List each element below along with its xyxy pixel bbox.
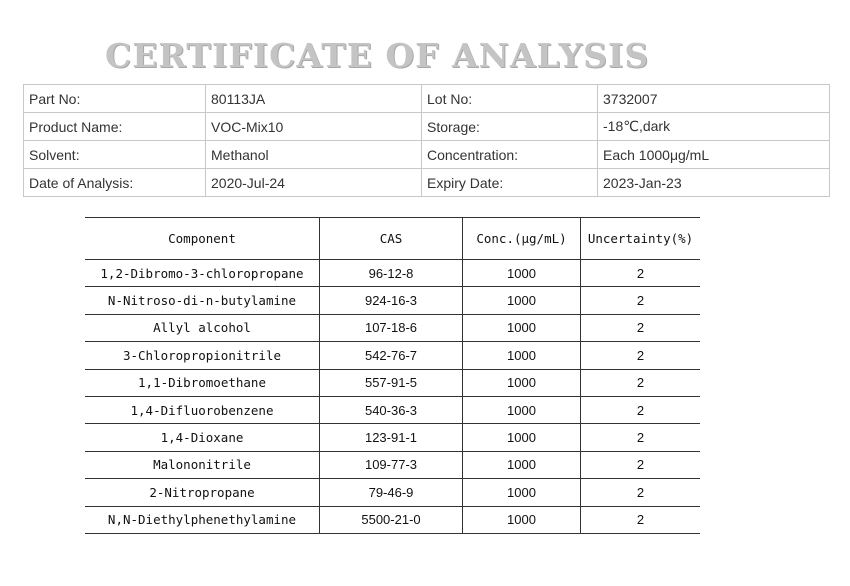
table-row [85,424,700,451]
cas-number: 542-76-7 [320,342,463,369]
info-label: Storage: [422,113,598,141]
cas-number: 109-77-3 [320,451,463,478]
component-name: Allyl alcohol [85,314,320,341]
column-header-uncertainty: Uncertainty(%) [581,218,701,260]
concentration-value: 1000 [463,260,581,287]
component-name: 1,4-Dioxane [85,424,320,451]
table-header-row [85,218,700,260]
components-table [85,217,700,534]
info-label: Product Name: [24,113,206,141]
info-label: Date of Analysis: [24,169,206,197]
info-value: 2023-Jan-23 [598,169,830,197]
uncertainty-value: 2 [581,342,701,369]
table-row [85,396,700,423]
component-name: 1,1-Dibromoethane [85,369,320,396]
concentration-value: 1000 [463,369,581,396]
cas-number: 123-91-1 [320,424,463,451]
info-value: 2020-Jul-24 [206,169,422,197]
info-label: Expiry Date: [422,169,598,197]
cas-number: 107-18-6 [320,314,463,341]
column-header-concentration: Conc.(μg/mL) [463,218,581,260]
column-header-component: Component [85,218,320,260]
info-value: Each 1000μg/mL [598,141,830,169]
component-name: 1,4-Difluorobenzene [85,396,320,423]
component-name: 1,2-Dibromo-3-chloropropane [85,260,320,287]
uncertainty-value: 2 [581,506,701,533]
concentration-value: 1000 [463,479,581,506]
document-title: CERTIFICATE OF ANALYSIS [105,36,650,75]
cas-number: 5500-21-0 [320,506,463,533]
uncertainty-value: 2 [581,424,701,451]
cas-number: 79-46-9 [320,479,463,506]
info-label: Part No: [24,85,206,113]
uncertainty-value: 2 [581,396,701,423]
product-info-table [23,84,830,197]
info-row [24,169,830,197]
uncertainty-value: 2 [581,479,701,506]
info-value: Methanol [206,141,422,169]
uncertainty-value: 2 [581,260,701,287]
uncertainty-value: 2 [581,451,701,478]
info-label: Concentration: [422,141,598,169]
concentration-value: 1000 [463,451,581,478]
component-name: N,N-Diethylphenethylamine [85,506,320,533]
info-label: Solvent: [24,141,206,169]
table-row [85,314,700,341]
info-value: -18℃,dark [598,113,830,141]
component-name: N-Nitroso-di-n-butylamine [85,287,320,314]
info-row [24,113,830,141]
info-label: Lot No: [422,85,598,113]
concentration-value: 1000 [463,396,581,423]
table-row [85,506,700,533]
cas-number: 96-12-8 [320,260,463,287]
cas-number: 540-36-3 [320,396,463,423]
info-value: 80113JA [206,85,422,113]
info-row [24,141,830,169]
cas-number: 924-16-3 [320,287,463,314]
table-row [85,451,700,478]
uncertainty-value: 2 [581,369,701,396]
column-header-cas: CAS [320,218,463,260]
concentration-value: 1000 [463,424,581,451]
table-row [85,342,700,369]
table-row [85,369,700,396]
concentration-value: 1000 [463,506,581,533]
uncertainty-value: 2 [581,287,701,314]
cas-number: 557-91-5 [320,369,463,396]
component-name: Malononitrile [85,451,320,478]
info-row [24,85,830,113]
concentration-value: 1000 [463,314,581,341]
uncertainty-value: 2 [581,314,701,341]
table-row [85,287,700,314]
component-name: 3-Chloropropionitrile [85,342,320,369]
info-value: VOC-Mix10 [206,113,422,141]
table-row [85,479,700,506]
concentration-value: 1000 [463,342,581,369]
component-name: 2-Nitropropane [85,479,320,506]
concentration-value: 1000 [463,287,581,314]
info-value: 3732007 [598,85,830,113]
table-row [85,260,700,287]
